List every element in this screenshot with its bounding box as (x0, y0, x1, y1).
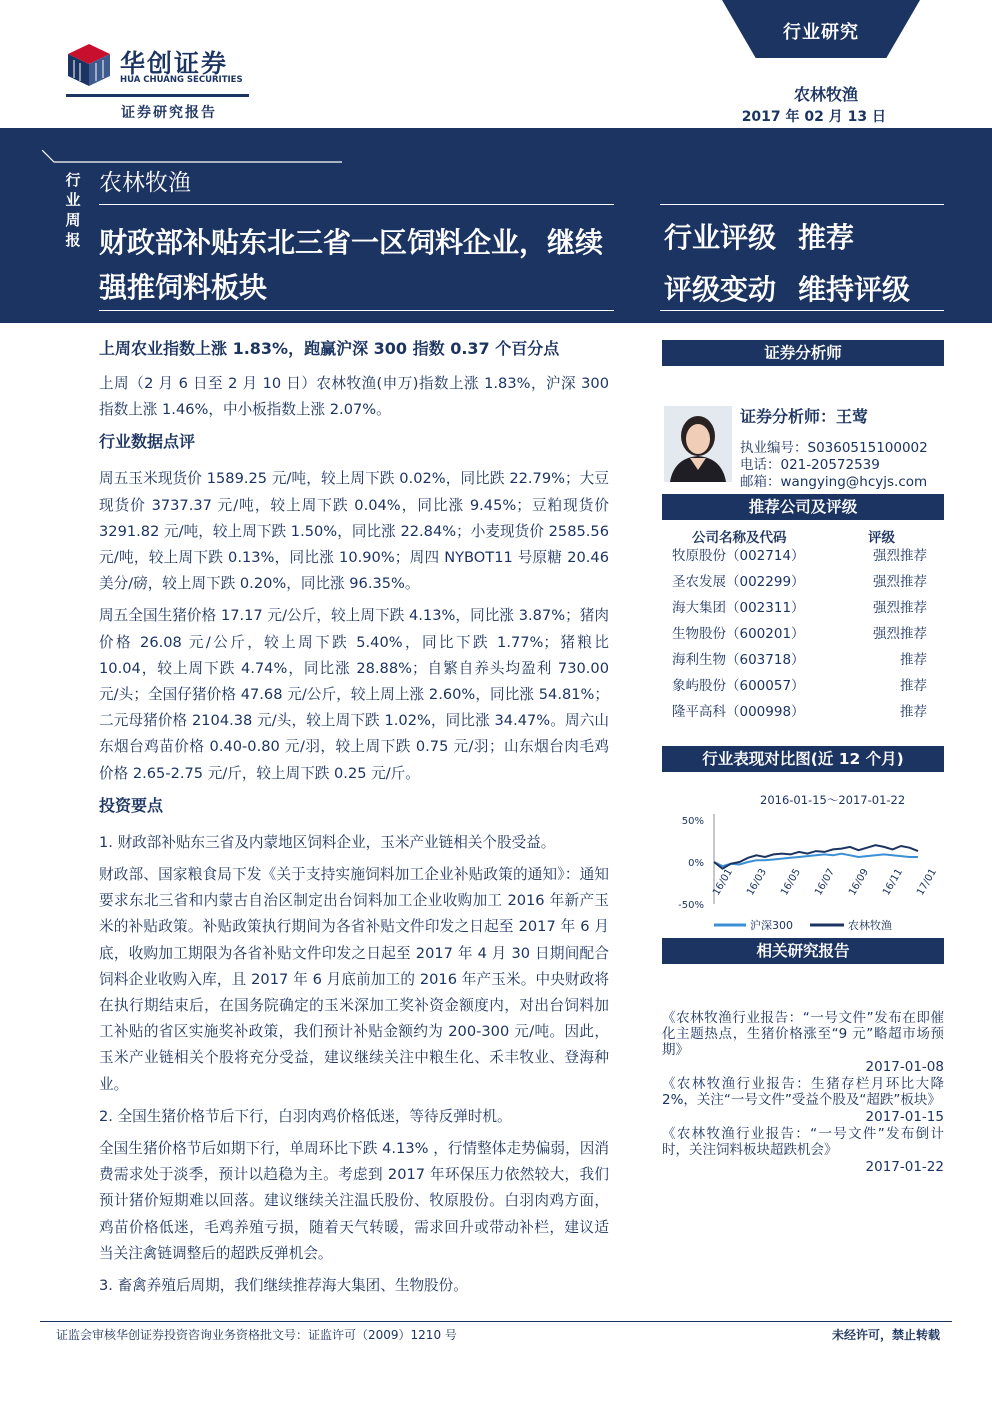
performance-chart (662, 772, 944, 938)
table-row (672, 622, 927, 642)
y-tick-label: -50% (678, 900, 704, 911)
rating-divider (660, 204, 944, 205)
company-name: 生物股份（600201） (672, 626, 805, 642)
analyst-bar: 证券分析师 (662, 340, 944, 366)
analyst-email[interactable]: 邮箱：wangying@hcyjs.com (740, 474, 928, 490)
logo-cube-icon (66, 42, 112, 88)
paragraph: 2. 全国生猪价格节后下行，白羽肉鸡价格低迷，等待反弹时机。 (99, 1107, 512, 1125)
company-rating: 推荐 (900, 678, 927, 694)
industry-rating (664, 216, 854, 256)
company-rating: 强烈推荐 (873, 600, 927, 616)
table-row (672, 544, 927, 564)
column-header-company: 公司名称及代码 (692, 530, 787, 546)
company-name: 牧原股份（002714） (672, 548, 805, 564)
legend-label: 农林牧渔 (848, 919, 892, 932)
footer-divider (40, 1321, 952, 1322)
x-tick-label: 16/09 (847, 867, 872, 898)
performance-chart-svg (662, 772, 944, 938)
rating-label: 评级变动 (664, 273, 777, 306)
logo-text-cn: 华创证券 (120, 49, 229, 78)
table-row (672, 596, 927, 616)
company-name: 圣农发展（002299） (672, 574, 805, 590)
x-tick-label: 16/03 (745, 867, 770, 898)
section-heading: 投资要点 (99, 795, 164, 815)
reports-bar: 相关研究报告 (662, 938, 944, 964)
rating-value: 维持评级 (798, 273, 911, 306)
footer-notice: 未经许可，禁止转载 (831, 1328, 940, 1342)
report-date: 2017-01-08 (865, 1059, 944, 1075)
y-tick-label: 0% (688, 858, 704, 869)
rating-change (664, 268, 910, 308)
analyst-license: 执业编号：S0360515100002 (740, 440, 928, 456)
table-row (672, 648, 927, 668)
section-tag: 行业研究 (783, 22, 859, 43)
company-logo (66, 42, 256, 92)
series-line-agri (714, 845, 918, 869)
company-name: 海大集团（002311） (672, 600, 805, 616)
paragraph: 3. 畜禽养殖后周期，我们继续推荐海大集团、生物股份。 (99, 1277, 468, 1295)
y-tick-label: 50% (681, 816, 704, 827)
table-row (672, 674, 927, 694)
paragraph: 上周（2 月 6 日至 2 月 10 日）农林牧渔(申万)指数上涨 1.83%，沪深 300 指数上涨 1.46%，中小板指数上涨 2.07%。 (99, 375, 609, 419)
summary-headline: 上周农业指数上涨 1.83%，跑赢沪深 300 指数 0.37 个百分点 (99, 339, 560, 358)
section-heading: 行业数据点评 (99, 432, 196, 452)
logo-text-en: HUA CHUANG SECURITIES (120, 75, 243, 85)
paragraph: 周五玉米现货价 1589.25 元/吨，较上周下跌 0.02%，同比跌 22.79%；大豆现货价 3737.37 元/吨，较上周下跌 0.04%，同比涨 9.45%；豆粕现货价 3291.82 元/吨，较上周下跌 1.50%，同比涨 22.84%；小麦现货价 2585.56 元/吨，较上周下跌 0.13%，同比涨 10.90%；周四 NYBOT11 号原糖 20.46 美分/磅，较上周下跌 0.20%，同比涨 96.35%。 (99, 470, 609, 593)
analyst-card (662, 366, 944, 494)
recommended-companies-table (662, 520, 944, 746)
column-header-rating: 评级 (868, 530, 895, 546)
report-title: 财政部补贴东北三省一区饲料企业，继续强推饲料板块 (99, 226, 604, 304)
paragraph: 全国生猪价格节后如期下行，单周环比下跌 4.13% ，行情整体走势偏弱，因消费需求处于淡季，预计以趋稳为主。考虑到 2017 年环保压力依然较大，我们预计猪价短期难以回落。建议继续关注温氏股份、牧原股份。白羽肉鸡方面，鸡苗价格低迷，毛鸡养殖亏损，随着天气转暖，需求回升或带动补栏，建议适当关注禽链调整后的超跌反弹机会。 (99, 1140, 609, 1262)
company-rating: 强烈推荐 (873, 548, 927, 564)
banner-decoration (42, 150, 342, 164)
report-link[interactable]: 《农林牧渔行业报告：“一号文件”发布在即催化主题热点，生猪价格涨至“9 元”略超市场预期》 (662, 1010, 944, 1058)
related-reports (662, 964, 944, 1176)
rating-label: 行业评级 (664, 221, 777, 254)
company-name: 象屿股份（600057） (672, 678, 805, 694)
x-tick-label: 16/05 (779, 867, 804, 898)
company-rating: 强烈推荐 (873, 626, 927, 642)
report-date: 2017-01-22 (865, 1159, 944, 1175)
weekly-tag: 行业周报 (65, 171, 81, 249)
company-rating: 推荐 (900, 652, 927, 668)
analyst-name: 证券分析师：王莺 (740, 407, 869, 426)
paragraph: 1. 财政部补贴东三省及内蒙地区饲料企业，玉米产业链相关个股受益。 (99, 833, 556, 851)
banner-divider (99, 310, 614, 311)
table-row (672, 700, 927, 720)
rating-value: 推荐 (798, 221, 855, 254)
report-link[interactable]: 《农林牧渔行业报告：“一号文件”发布倒计时，关注饲料板块超跌机会》 (662, 1126, 944, 1158)
sidebar (662, 340, 944, 1176)
main-body (99, 336, 609, 1305)
paragraph: 财政部、国家粮食局下发《关于支持实施饲料加工企业补贴政策的通知》：通知要求东北三省和内蒙古自治区制定出台饲料加工企业收购加工 2016 年新产玉米的补贴政策。补贴政策执行期间为各省补贴文件印发之日起至 2017 年 6 月底，收购加工期限为各省补贴文件印发之日起至 2017 年 4 月 30 日期间配合饲料企业收购入库，且 2017 年 6 月底前加工的 2016 年产玉米。中央财政将在执行期结束后，在国务院确定的玉米深加工奖补资金额度内，对出台饲料加工补贴的省区实施奖补政策，我们预计补贴金额约为 200-300 元/吨。因此，玉米产业链相关个股将充分受益，建议继续关注中粮生化、禾丰牧业、登海种业。 (99, 866, 609, 1093)
paragraph: 周五全国生猪价格 17.17 元/公斤，较上周下跌 4.13%，同比涨 3.87%；猪肉价格 26.08 元/公斤，较上周下跌 5.40%，同比下跌 1.77%；猪粮比 10.04，较上周下跌 4.74%，同比涨 28.88%；自繁自养头均盈利 730.00 元/头；全国仔猪价格 47.68 元/公斤，较上周上涨 2.60%，同比涨 54.81%；二元母猪价格 2104.38 元/头，较上周下跌 1.02%，同比涨 34.47%。周六山东烟台鸡苗价格 0.40-0.80 元/羽，较上周下跌 0.75 元/羽；山东烟台肉毛鸡价格 2.65-2.75 元/斤，较上周下跌 0.25 元/斤。 (99, 607, 609, 782)
x-tick-label: 16/07 (813, 867, 838, 898)
x-tick-label: 16/01 (711, 867, 736, 898)
companies-bar: 推荐公司及评级 (662, 494, 944, 520)
legend-label: 沪深300 (750, 919, 793, 932)
report-date: 2017 年 02 月 13 日 (741, 109, 886, 125)
header-sector: 农林牧渔 (793, 85, 858, 104)
company-rating: 强烈推荐 (873, 574, 927, 590)
analyst-phone: 电话：021-20572539 (740, 457, 880, 473)
chart-title: 2016-01-15～2017-01-22 (760, 793, 906, 807)
footer-license: 证监会审核华创证券投资咨询业务资格批文号：证监许可（2009）1210 号 (56, 1328, 457, 1342)
rating-divider (660, 310, 944, 311)
table-row (672, 570, 927, 590)
header-divider (66, 94, 249, 97)
report-link[interactable]: 《农林牧渔行业报告：生猪存栏月环比大降 2%，关注“一号文件”受益个股及“超跌”板块》 (662, 1076, 944, 1108)
analyst-photo (664, 406, 732, 482)
x-tick-label: 17/01 (915, 867, 940, 898)
x-tick-label: 16/11 (881, 867, 906, 898)
report-date: 2017-01-15 (865, 1109, 944, 1125)
banner-divider (99, 204, 614, 205)
company-name: 隆平高科（000998） (672, 704, 805, 720)
report-type-label: 证券研究报告 (121, 105, 217, 121)
company-rating: 推荐 (900, 704, 927, 720)
company-name: 海利生物（603718） (672, 652, 805, 668)
chart-bar: 行业表现对比图(近 12 个月) (662, 746, 944, 772)
banner-sector: 农林牧渔 (99, 170, 191, 196)
